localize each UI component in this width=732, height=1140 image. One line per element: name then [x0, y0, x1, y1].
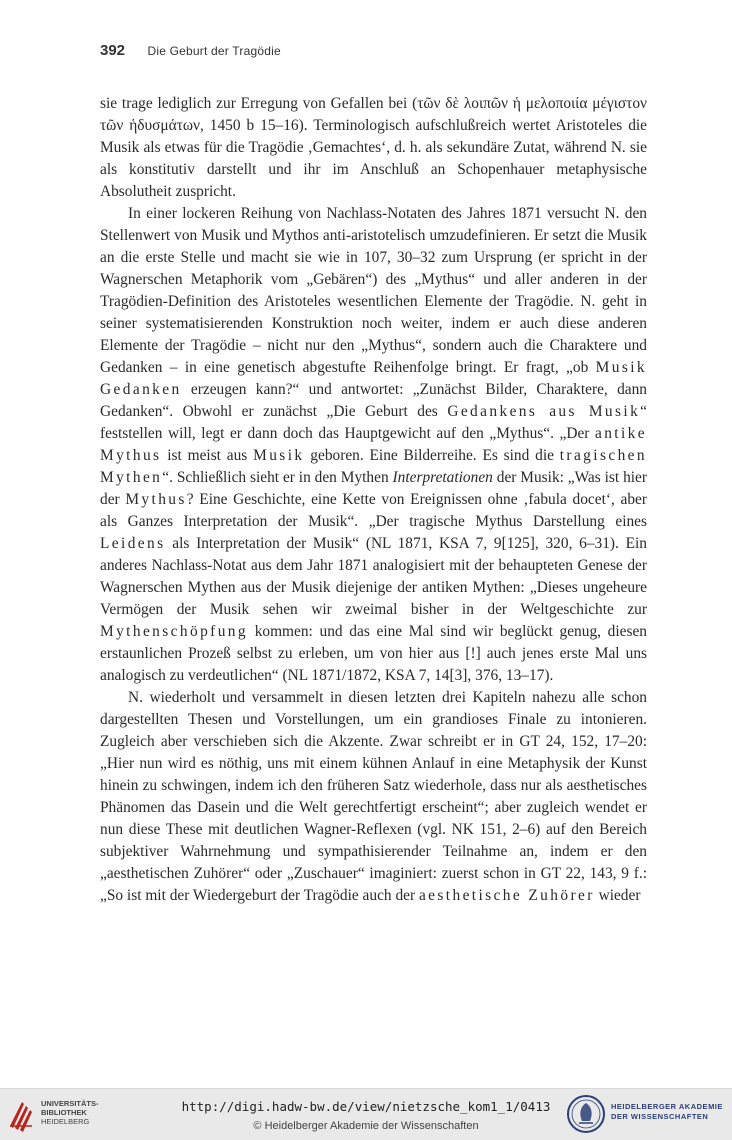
text-run: geboren. Eine Bilderreihe. Es sind die — [304, 447, 560, 464]
body-text — [100, 93, 647, 907]
text-run: wieder — [594, 887, 641, 904]
academy-logo[interactable] — [566, 1094, 606, 1134]
spaced-emphasis: Musik Gedanken — [100, 359, 647, 398]
permalink-url[interactable]: http://digi.hadw-bw.de/view/nietzsche_kom1_1/0413 — [181, 1099, 551, 1114]
text-run: “ feststellen will, legt er dann doch das Hauptgewicht auf den „Mythus“. „Der — [100, 403, 648, 442]
text-run: “. Schließlich sieht er in den Mythen — [162, 469, 393, 486]
spaced-emphasis: aesthetische Zuhörer — [418, 887, 595, 904]
text-run: N. wiederholt und versammelt in diesen letzten drei Kapiteln nahezu alle schon dargestellten Thesen und Vorstellungen, um ein grandioses Finale zu intonieren. Zugleich aber verschieben sich die Akzente. Zwar schreibt er in GT 24, 152, 17–20: „Hier nun wird es nöthig, uns mit einem kühnen Anlauf in eine Metaphysik der Kunst hinein zu schwingen, indem ich den früheren Satz wiederhole, dass nur als aesthetisches Phänomen das Dasein und die Welt gerechtfertigt erscheint“; aber zugleich wendet er nun diese These mit deutlichen Wagner-Reflexen (vgl. NK 151, 2–6) auf den Bereich subjektiver Wahrnehmung und sympathisierender Teilnahme an, indem er den „aesthetischen Zuhörer“ oder „Zuschauer“ imaginiert: zuerst schon in GT 22, 143, 9 f.: „So ist mit der Wiedergeburt der Tragödie auch der — [100, 689, 647, 904]
text-run: ist meist aus — [161, 447, 254, 464]
copyright-notice: © Heidelberger Akademie der Wissenschaften — [253, 1120, 479, 1132]
academy-name-line2: DER WISSENSCHAFTEN — [611, 1112, 709, 1121]
paragraph — [100, 203, 647, 687]
page-number: 392 — [100, 42, 126, 59]
academy-seal-icon — [566, 1094, 606, 1134]
spaced-emphasis: Mythenschöpfung — [100, 623, 248, 640]
text-run: In einer lockeren Reihung von Nachlass-Notaten des Jahres 1871 versucht N. den Stellenwert von Musik und Mythos anti-aristotelisch umzudefinieren. Er setzt die Musik an die erste Stelle und macht sie wie in 107, 30–32 zum Ursprung (er spricht in der Wagnerschen Metaphorik vom „Gebären“) des „Mythus“ und aller anderen in der Tragödien-Definition des Aristoteles wesentlichen Elemente der Tragödie. N. geht in seiner systematisierenden Konstruktion noch weiter, indem er auch diese anderen Elemente der Tragödie – nicht nur den „Mythus“, sondern auch die Charaktere und Gedanken – in eine genetisch abgestufte Reihenfolge bringt. Er fragt, „ob — [100, 205, 647, 376]
text-run: als Interpretation der Musik“ (NL 1871, KSA 7, 9[125], 320, 6–31). Ein anderes Nachlass-Notat aus dem Jahr 1871 analogisiert mit der behaupteten Genese der Wagnerschen Mythen aus der Musik diejenige der antiken Mythen: „Dieses ungeheure Vermögen der Musik sehen wir zweimal bisher in der Weltgeschichte zur — [100, 535, 647, 618]
academy-wordmark — [611, 1102, 723, 1122]
spaced-emphasis: antike Mythus — [100, 425, 647, 464]
library-city: HEIDELBERG — [41, 1117, 90, 1126]
spaced-emphasis: tragischen Mythen — [100, 447, 647, 486]
academy-name-line1: HEIDELBERGER AKADEMIE — [611, 1102, 723, 1111]
spaced-emphasis: Leidens — [100, 535, 166, 552]
spaced-emphasis: Gedankens aus Musik — [447, 403, 641, 420]
running-title: Die Geburt der Tragödie — [147, 44, 281, 58]
text-run: sie trage lediglich zur Erregung von Gefallen bei (τῶν δὲ λοιπῶν ἡ μελοποιία μέγιστον τῶν ἡδυσμάτων, 1450 b 15–16). Terminologisch aufschlußreich wertet Aristoteles die Musik als etwas für die Tragödie ‚Gemachtes‘, d. h. als sekundäre Zutat, während N. sie als konstitutiv darstellt und ihr im Anschluß an Schopenhauer metaphysische Absolutheit zuspricht. — [100, 95, 647, 200]
library-name-line2: BIBLIOTHEK — [41, 1108, 87, 1117]
text-run: erzeugen kann?“ und antwortet: „Zunächst Bilder, Charaktere, dann Gedanken“. Obwohl er zunächst „Die Geburt des — [100, 381, 647, 420]
text-run: kommen: und das eine Mal sind wir beglückt genug, diesen erstaunlichen Prozeß selbst zu erleben, um von hier aus [!] auch jenes erste Mal uns analogisch zu verdeutlichen“ (NL 1871/1872, KSA 7, 14[3], 376, 13–17). — [100, 623, 647, 684]
library-name-line1: UNIVERSITÄTS- — [41, 1099, 99, 1108]
italic-emphasis: Interpretationen — [392, 469, 493, 486]
paragraph — [100, 93, 647, 203]
spaced-emphasis: Musik — [253, 447, 305, 464]
running-header — [100, 42, 281, 64]
text-run: der Musik: „Was ist hier der — [100, 469, 648, 508]
text-run: ? Eine Geschichte, eine Kette von Ereignissen ohne ‚fabula docet‘, aber als Ganzes Interpretation der Musik“. „Der tragische Mythus Darstellung eines — [100, 491, 647, 530]
paragraph — [100, 687, 647, 907]
spaced-emphasis: Mythus — [125, 491, 187, 508]
footer-bar — [0, 1088, 732, 1140]
